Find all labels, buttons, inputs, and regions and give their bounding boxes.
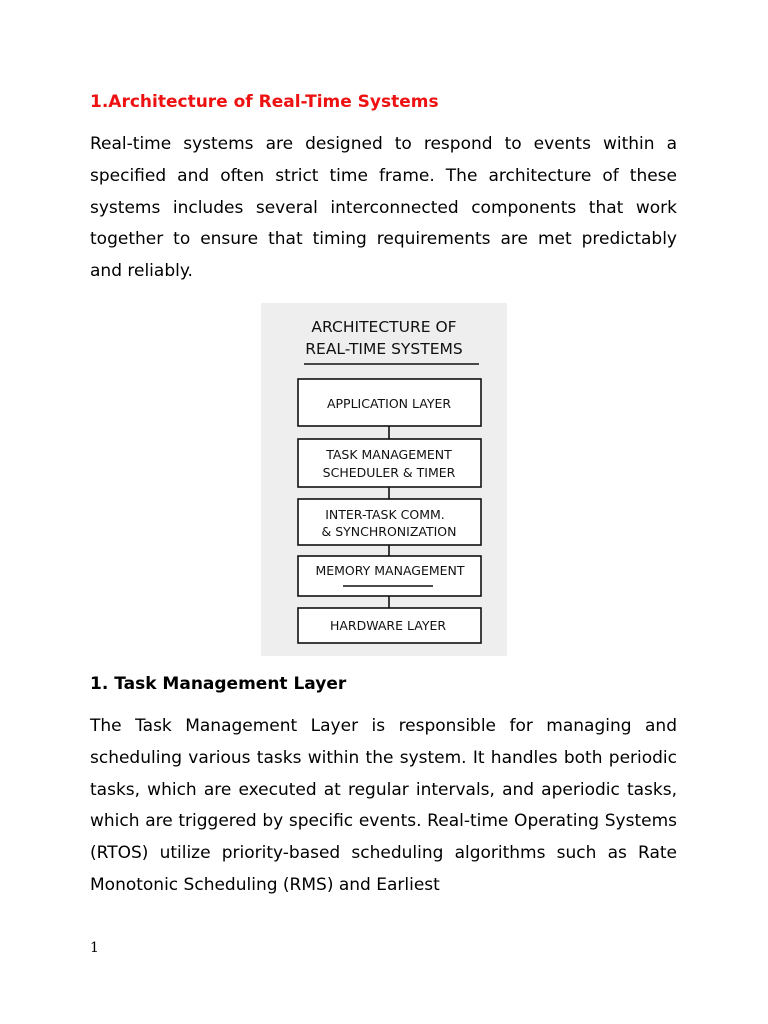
diagram-title-line-2: REAL-TIME SYSTEMS (305, 340, 463, 358)
diagram-box-inter-task-comm-label-1: INTER-TASK COMM. (325, 507, 445, 522)
architecture-diagram (261, 303, 507, 656)
diagram-box-inter-task-comm-label-2: & SYNCHRONIZATION (321, 524, 457, 539)
diagram-box-memory-management-label: MEMORY MANAGEMENT (315, 563, 465, 578)
subsection-heading: 1. Task Management Layer (90, 674, 347, 694)
page-number: 1 (90, 940, 99, 956)
subsection-paragraph: The Task Management Layer is responsible for managing and scheduling various tasks within the system. It handles both periodic tasks, which are executed at regular intervals, and aperiodic tasks, which are triggered by specific events. Real-time Operating Systems (RTOS) utilize priority-based scheduling algorithms such as Rate Monotonic Scheduling (RMS) and Earliest (90, 716, 677, 895)
intro-paragraph: Real-time systems are designed to respond to events within a specified and often strict time frame. The architecture of these systems includes several interconnected components that work together to ensure that timing requirements are met predictably and reliably. (90, 134, 677, 282)
diagram-box-task-management-label-2: SCHEDULER & TIMER (322, 465, 456, 480)
diagram-title-line-1: ARCHITECTURE OF (311, 318, 457, 336)
section-title: 1.Architecture of Real-Time Systems (90, 92, 439, 112)
diagram-box-task-management-label-1: TASK MANAGEMENT (326, 447, 452, 462)
diagram-box-application-layer-label: APPLICATION LAYER (326, 396, 452, 411)
diagram-box-hardware-layer-label: HARDWARE LAYER (329, 618, 447, 633)
